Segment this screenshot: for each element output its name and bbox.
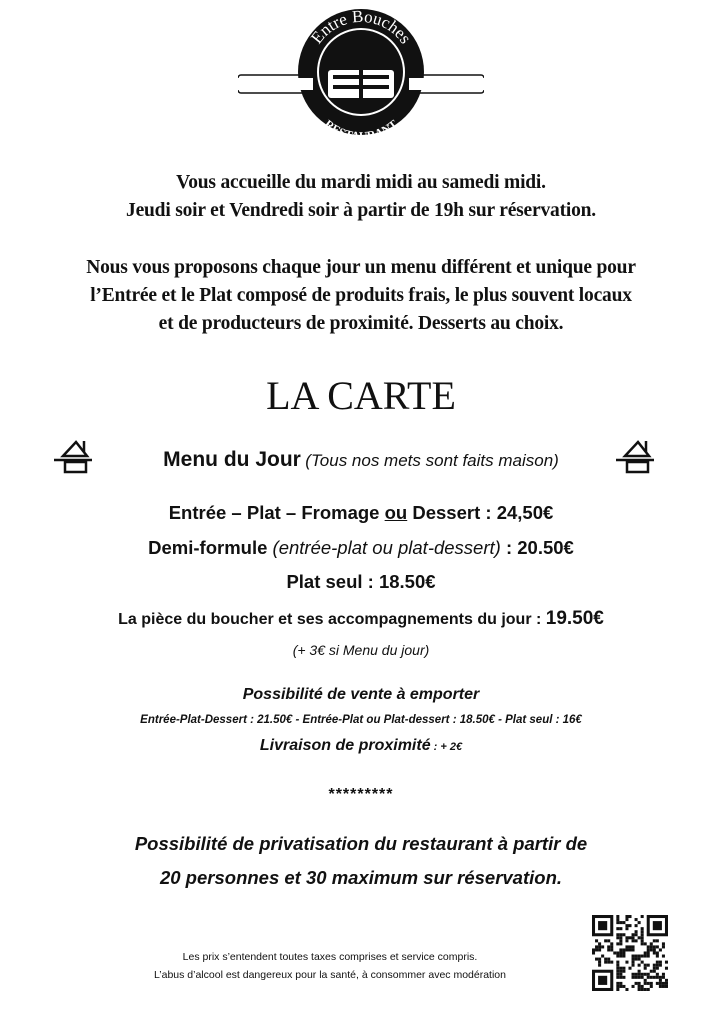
boucher-price: 19.50€ <box>545 608 604 629</box>
formula-demi <box>0 537 722 559</box>
footer-taxes: Les prix s’entendent toutes taxes comprises et service compris. <box>182 951 478 963</box>
restaurant-logo <box>238 0 484 140</box>
menu-du-jour-note <box>305 451 559 470</box>
delivery-price: : + 2€ <box>430 741 463 753</box>
note-text: (Tous nos mets sont faits maison) <box>305 451 559 470</box>
qr-code[interactable] <box>592 915 668 991</box>
boucher-note: (+ 3€ si Menu du jour) <box>292 642 430 658</box>
demi-price: : 20.50€ <box>500 537 574 558</box>
opening-hours-line-1: Vous accueille du mardi midi au samedi midi. <box>176 172 546 193</box>
demi-label: Demi-formule <box>148 537 273 558</box>
takeaway-title: Possibilité de vente à emporter <box>242 686 480 703</box>
menu-du-jour-label: Menu du Jour <box>163 448 301 471</box>
footer-alcohol-warning: L’abus d’alcool est dangereux pour la santé, à consommer avec modération <box>154 969 506 981</box>
formula-plat-seul: Plat seul : 18.50€ <box>286 571 436 592</box>
privatisation-line-1: Possibilité de privatisation du restaurant à partir de <box>134 833 588 854</box>
formula-boucher <box>0 608 722 630</box>
page-title: LA CARTE <box>266 373 456 418</box>
demi-note: (entrée-plat ou plat-dessert) <box>272 537 501 558</box>
takeaway-prices: Entrée-Plat-Dessert : 21.50€ - Entrée-Plat ou Plat-dessert : 18.50€ - Plat seul : 16€ <box>140 714 582 726</box>
menu-du-jour-heading <box>0 448 722 472</box>
description-line-3: et de producteurs de proximité. Desserts au choix. <box>158 313 564 334</box>
boucher-label: La pièce du boucher et ses accompagnements du jour : <box>118 611 546 628</box>
delivery-label: Livraison de proximité <box>259 737 431 754</box>
svg-text:RESTAURANT: RESTAURANT <box>321 116 401 140</box>
formula-full-price: Dessert : 24,50€ <box>407 502 554 523</box>
delivery <box>0 737 722 755</box>
formula-full <box>0 502 722 524</box>
formula-full-text: Entrée – Plat – Fromage <box>168 502 385 523</box>
formula-full-or: ou <box>384 502 408 523</box>
privatisation-line-2: 20 personnes et 30 maximum sur réservation. <box>159 867 563 888</box>
description-line-1: Nous vous proposons chaque jour un menu différent et unique pour <box>86 257 636 278</box>
separator: ********* <box>328 786 394 803</box>
opening-hours-line-2: Jeudi soir et Vendredi soir à partir de 19h sur réservation. <box>126 200 596 221</box>
description-line-2: l’Entrée et le Plat composé de produits frais, le plus souvent locaux <box>90 285 632 306</box>
svg-text:Entre Bouches: Entre Bouches <box>307 6 416 48</box>
